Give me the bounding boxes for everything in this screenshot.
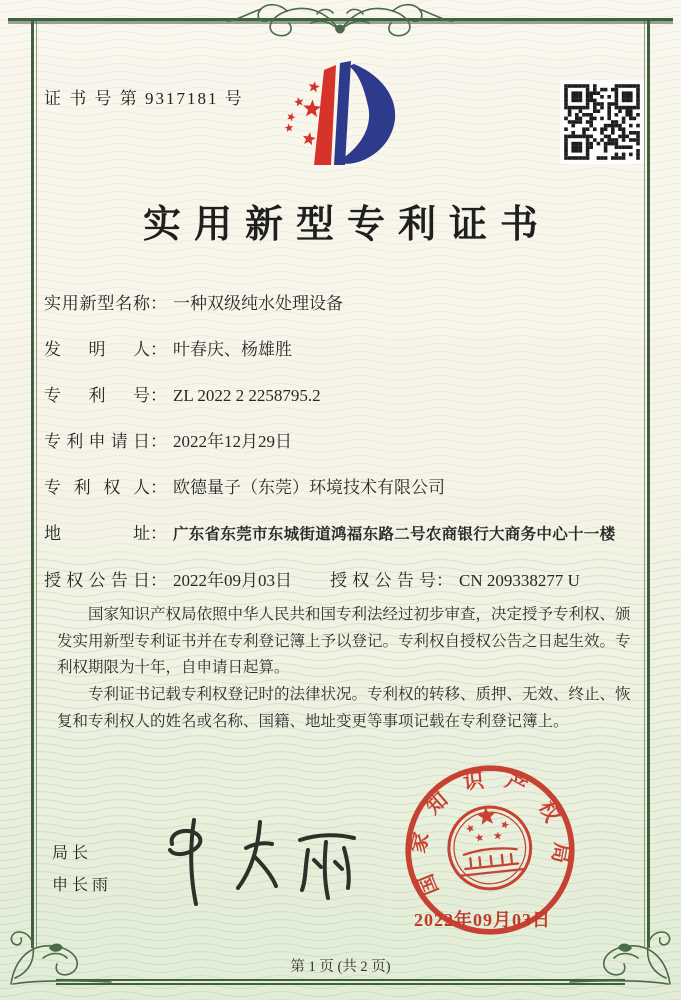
colon: ：: [150, 571, 167, 590]
field-label: 授权公告日: [44, 571, 150, 590]
field-row-filing-date: [44, 429, 651, 454]
legal-text: [57, 602, 641, 735]
colon: ：: [150, 524, 167, 543]
colon: ：: [150, 340, 167, 359]
page-number: 第 1 页 (共 2 页): [290, 959, 391, 975]
grant-number-pair: [330, 568, 580, 593]
field-row-grant: [44, 568, 651, 593]
certificate-number: 证 书 号 第 9317181 号: [44, 89, 244, 108]
field-value: 一种双级纯水处理设备: [173, 294, 343, 313]
frame-bottom-line: [56, 979, 625, 981]
frame-left-line: [31, 20, 37, 948]
field-row-name: [44, 291, 651, 316]
colon: ：: [150, 294, 167, 313]
legal-paragraph-2: 专利证书记载专利权登记时的法律状况。专利权的转移、质押、无效、终止、恢复和专利权人的姓名或名称、国籍、地址变更等事项记载在专利登记簿上。: [57, 685, 631, 730]
director-name: 申长雨: [52, 877, 113, 894]
seal-date: 2022年09月03日: [414, 910, 551, 930]
field-row-patentee: [44, 475, 651, 500]
field-row-address: [44, 521, 651, 547]
field-value: 广东省东莞市东城街道鸿福东路二号农商银行大商务中心十一楼: [173, 526, 616, 543]
field-value: 叶春庆、杨雄胜: [173, 340, 292, 359]
colon: ：: [150, 478, 167, 497]
field-label: 发明人: [44, 340, 150, 359]
floral-ornament-icon: [225, 0, 455, 46]
cnipa-logo-icon: [268, 56, 416, 176]
certificate-title: 实用新型专利证书: [142, 204, 551, 246]
field-label: 专利号: [44, 386, 150, 405]
qr-code: [560, 80, 644, 164]
field-row-inventor: [44, 337, 651, 362]
colon: ：: [150, 432, 167, 451]
field-label: 专利权人: [44, 478, 150, 497]
field-value: 欧德量子（东莞）环境技术有限公司: [173, 478, 445, 497]
field-row-patent-no: [44, 383, 651, 408]
field-label: 地址: [44, 524, 150, 543]
director-signature-icon: [142, 810, 382, 910]
field-label: 实用新型名称: [44, 294, 150, 313]
grant-date-value: 2022年09月03日: [173, 571, 292, 590]
field-list: [44, 291, 651, 614]
seal-agency-text: 国家知识产权局: [407, 768, 573, 898]
colon: ：: [436, 571, 453, 590]
legal-paragraph-1: 国家知识产权局依照中华人民共和国专利法经过初步审查，决定授予专利权、颁发实用新型专利证书并在专利登记簿上予以登记。专利权自授权公告之日起生效。专利权期限为十年，自申请日起算。: [57, 606, 631, 677]
field-label: 授权公告号: [330, 571, 436, 590]
field-value: 2022年12月29日: [173, 432, 292, 451]
field-label: 专利申请日: [44, 432, 150, 451]
grant-number-value: CN 209338277 U: [459, 571, 580, 590]
director-title: 局长: [52, 845, 93, 862]
field-value: ZL 2022 2 2258795.2: [173, 386, 321, 405]
colon: ：: [150, 386, 167, 405]
svg-text:国家知识产权局: [398, 760, 578, 899]
national-emblem-icon: [445, 803, 535, 893]
